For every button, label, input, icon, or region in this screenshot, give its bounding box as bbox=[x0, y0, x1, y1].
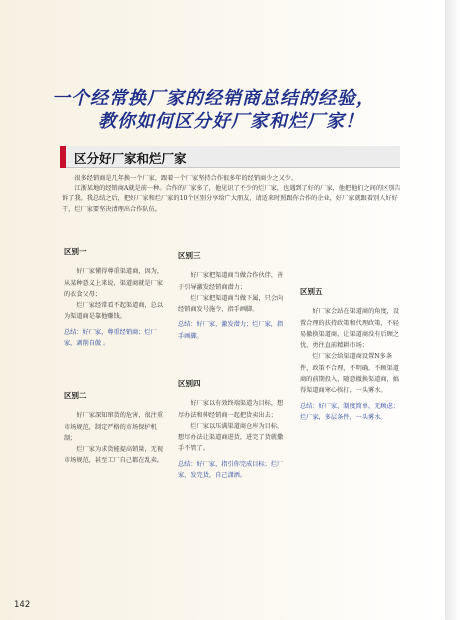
difference-3-summary: 总结：好厂家，激发潜力；烂厂家，指手画脚。 bbox=[178, 321, 284, 340]
difference-4-text: 好厂家以有效终端渠道为目标，想尽办法和伸经销商一起把货卖出去； bbox=[178, 400, 284, 419]
difference-1 bbox=[64, 246, 168, 349]
difference-1-text: 烂厂家经常看不起渠道商，总以为渠道商是靠他赚钱。 bbox=[64, 302, 164, 321]
section-accent-mark bbox=[60, 146, 66, 168]
difference-2 bbox=[64, 390, 168, 467]
difference-5-title: 区别五 bbox=[300, 287, 323, 296]
difference-1-summary: 总结：好厂家，尊重经销商；烂厂家，剥削自傲 。 bbox=[64, 328, 157, 348]
difference-4-title: 区别四 bbox=[178, 379, 201, 388]
difference-3-text: 烂厂家把渠道商当做下属，只会向经销商发号施令，指手画脚。 bbox=[178, 294, 284, 314]
difference-3-text: 好厂家把渠道商当做合作伙伴，善于引导激发经销商潜力； bbox=[178, 272, 284, 291]
headline-line-1: 一个经常换厂家的经销商总结的经验， bbox=[52, 88, 375, 109]
difference-2-text: 好厂家深知窜货的危害，很注重市场规范，制定严格的市场保护机制； bbox=[64, 412, 164, 442]
difference-5-text: 烂厂家会给渠道商设置N多条件，政策不合理、不明确，不顾渠道商的前期投入，随意撤换渠道商，搞得渠道商寒心挨打，一头雾水。 bbox=[300, 353, 399, 395]
section-title: 区分好厂家和烂厂家 bbox=[74, 151, 187, 166]
difference-2-text: 烂厂家为求货能提高销量，无视市场规范，甚至工厂自己都在乱卖。 bbox=[64, 446, 164, 465]
difference-5-summary: 总结：好厂家，制度简单，无顾虑；烂厂家，多层条件，一头雾水。 bbox=[300, 402, 399, 421]
difference-5-text: 好厂家会站在渠道商的角度，设置合理的扶持政策和代理政策，不轻易撤换渠道商，让渠道商没有后顾之忧，勇往直前精耕市场； bbox=[300, 308, 400, 350]
difference-2-title: 区别二 bbox=[64, 391, 87, 400]
difference-3 bbox=[178, 250, 286, 342]
headline-line-2: 教你如何区分好厂家和烂厂家！ bbox=[98, 111, 364, 132]
intro-paragraph: 很多经销商是几年换一个厂家，跟着一个厂家坚持合作很多年的经销商少之又少。 bbox=[74, 175, 298, 182]
page-edge bbox=[445, 0, 460, 620]
difference-1-text: 好厂家懂得尊重渠道商，因为，从某种意义上来说，渠道商就是厂家的衣食父母； bbox=[64, 268, 164, 298]
difference-4-text: 烂厂家以压满渠道商仓库为目标，想尽办法让渠道商进货，进完了货就撒手不管了。 bbox=[178, 422, 284, 453]
difference-4 bbox=[178, 378, 286, 481]
intro-paragraph: 江浙某地的经销商A就是前一种。合作的厂家多了，他见识了不少的烂厂家，也遇到了好的厂家，他把他们之间的区别告诉了我。我总结之后，把好厂家和烂厂家的10个区别分享给广大朋友，请适来时照跟你合作的企业，好厂家就跟着别人好好干，烂厂家要坚决清理出合作队伍。 bbox=[62, 185, 401, 213]
difference-4-summary: 总结：好厂家，指引你完成目标；烂厂家，发完货，自己潇洒。 bbox=[178, 460, 284, 480]
difference-3-title: 区别三 bbox=[178, 251, 201, 260]
intro-text bbox=[62, 174, 402, 215]
difference-1-title: 区别一 bbox=[64, 247, 87, 256]
page-number: 142 bbox=[14, 600, 31, 610]
difference-5 bbox=[300, 286, 400, 423]
